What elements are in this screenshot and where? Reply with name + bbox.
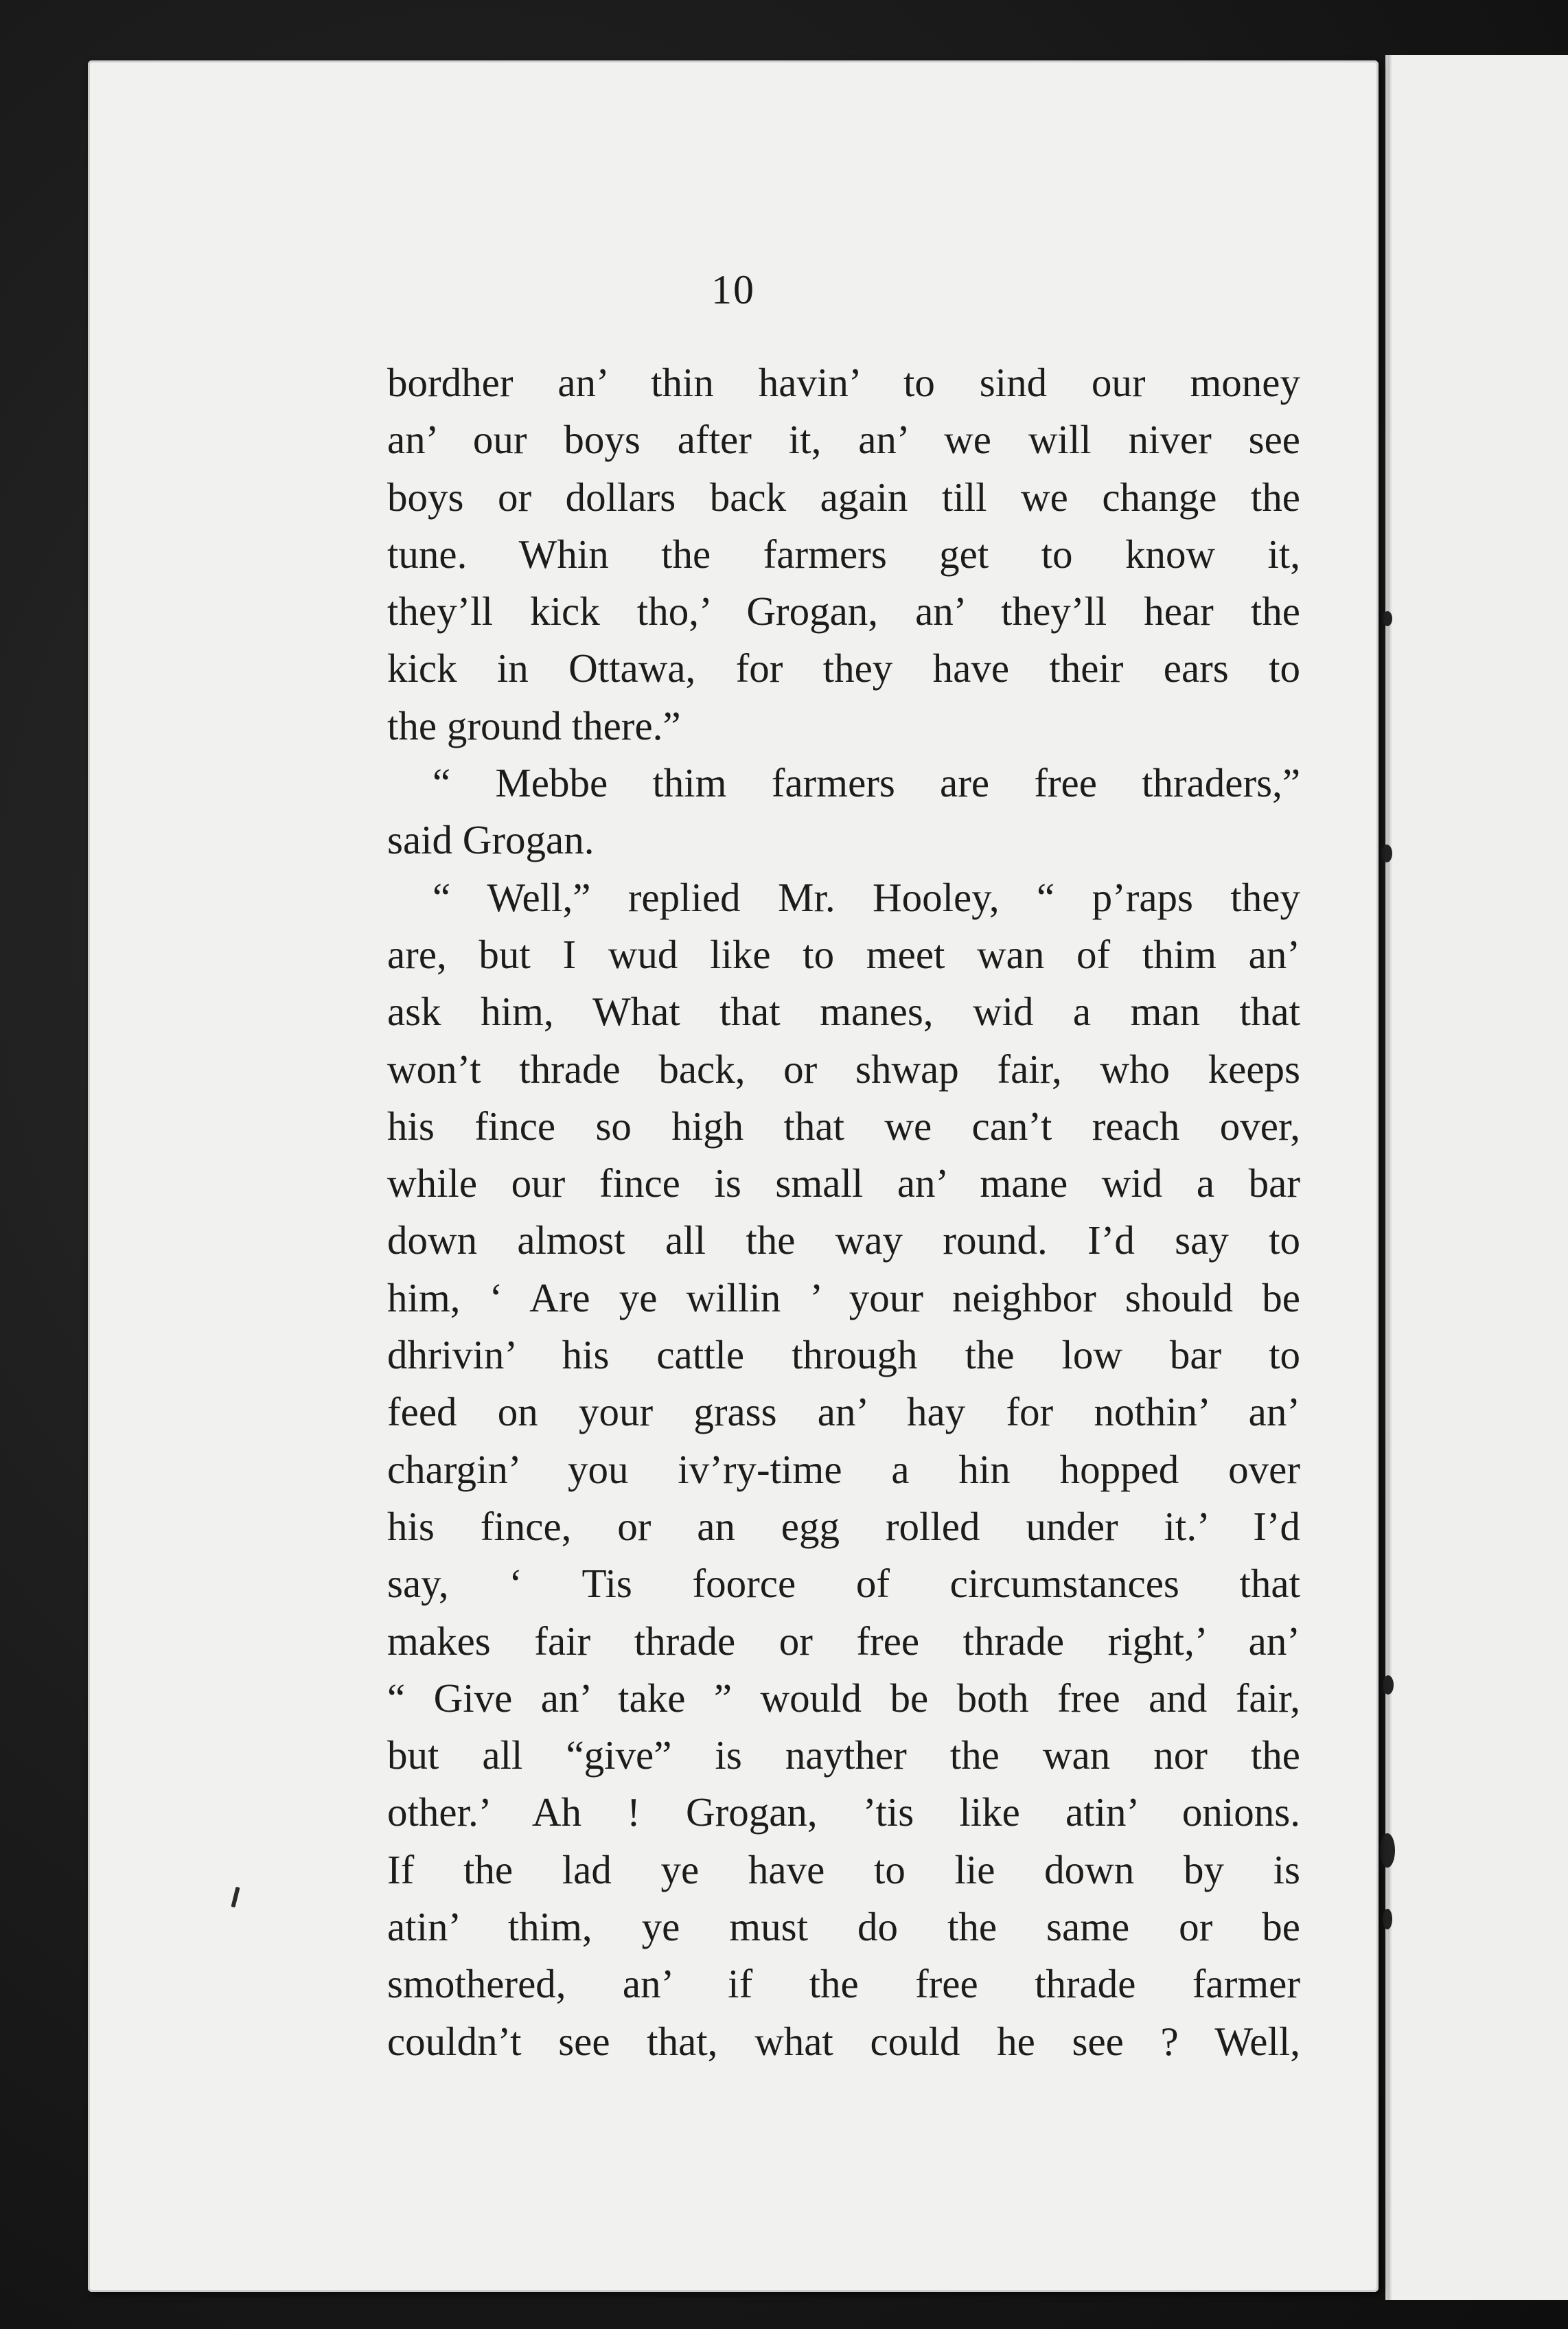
text-line: couldn’t see that, what could he see ? Well, bbox=[387, 2018, 1300, 2064]
book-page bbox=[88, 60, 1379, 2292]
text-line: him, ‘ Are ye willin ’ your neighbor should be bbox=[387, 1274, 1300, 1320]
margin-stray-mark bbox=[231, 1887, 240, 1908]
text-line: said Grogan. bbox=[387, 817, 595, 863]
text-line: If the lad ye have to lie down by is bbox=[387, 1846, 1300, 1892]
text-line: won’t thrade back, or shwap fair, who keeps bbox=[387, 1046, 1300, 1092]
body-text bbox=[387, 354, 1300, 2070]
text-line: ask him, What that manes, wid a man that bbox=[387, 989, 1300, 1035]
text-line: his fince, or an egg rolled under it.’ I’d bbox=[387, 1503, 1300, 1549]
text-line: makes fair thrade or free thrade right,’ an’ bbox=[387, 1618, 1300, 1664]
text-line: bordher an’ thin havin’ to sind our money bbox=[387, 360, 1300, 405]
text-line: an’ our boys after it, an’ we will niver see bbox=[387, 417, 1300, 463]
text-line: chargin’ you iv’ry-time a hin hopped over bbox=[387, 1446, 1300, 1492]
binding-mark bbox=[1383, 1675, 1394, 1695]
text-line: boys or dollars back again till we change the bbox=[387, 474, 1300, 520]
text-line: they’ll kick tho,’ Grogan, an’ they’ll hear the bbox=[387, 588, 1300, 634]
text-line: “ Mebbe thim farmers are free thraders,” bbox=[433, 760, 1300, 806]
binding-mark bbox=[1381, 845, 1392, 862]
text-line: smothered, an’ if the free thrade farmer bbox=[387, 1961, 1300, 2007]
text-line: are, but I wud like to meet wan of thim an’ bbox=[387, 931, 1300, 977]
text-line: down almost all the way round. I’d say to bbox=[387, 1217, 1300, 1263]
binding-mark bbox=[1383, 1909, 1392, 1929]
text-line: other.’ Ah ! Grogan, ’tis like atin’ onions. bbox=[387, 1789, 1300, 1835]
page-number: 10 bbox=[711, 267, 755, 312]
text-line: “ Well,” replied Mr. Hooley, “ p’raps they bbox=[433, 874, 1300, 920]
page-fold-shadow bbox=[1388, 55, 1392, 2300]
binding-mark bbox=[1383, 611, 1392, 626]
text-line: tune. Whin the farmers get to know it, bbox=[387, 531, 1300, 577]
text-line: the ground there.” bbox=[387, 702, 681, 748]
text-line: kick in Ottawa, for they have their ears to bbox=[387, 645, 1300, 691]
text-line: say, ‘ Tis foorce of circumstances that bbox=[387, 1561, 1300, 1607]
text-line: feed on your grass an’ hay for nothin’ an’ bbox=[387, 1389, 1300, 1435]
text-line: atin’ thim, ye must do the same or be bbox=[387, 1904, 1300, 1950]
text-line: while our fince is small an’ mane wid a bar bbox=[387, 1160, 1300, 1206]
adjacent-page-edge bbox=[1385, 55, 1568, 2300]
text-line: “ Give an’ take ” would be both free and fair, bbox=[387, 1675, 1300, 1721]
binding-mark bbox=[1380, 1833, 1395, 1868]
text-line: his fince so high that we can’t reach over, bbox=[387, 1103, 1300, 1149]
text-line: but all “give” is nayther the wan nor the bbox=[387, 1732, 1300, 1778]
text-line: dhrivin’ his cattle through the low bar to bbox=[387, 1332, 1300, 1378]
